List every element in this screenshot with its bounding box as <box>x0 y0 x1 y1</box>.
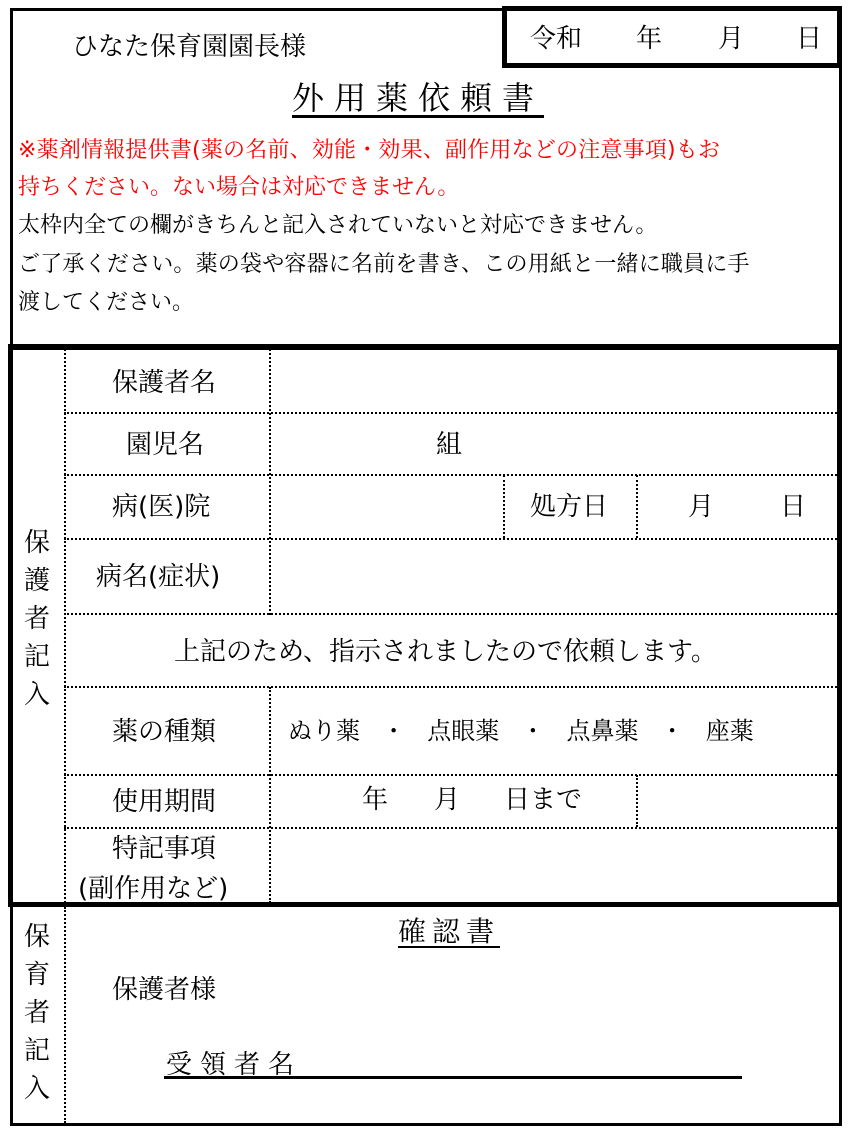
row-line-1 <box>64 412 837 414</box>
disease-label: 病名(症状) <box>96 562 221 592</box>
row-line-4 <box>64 613 837 615</box>
guardian-side-label: 保 護 者 記 入 <box>23 528 50 710</box>
notice-line-3: 太枠内全ての欄がきちんと記入されていないと対応できません。 <box>18 213 658 238</box>
side-column-divider <box>64 349 66 903</box>
label-column-divider <box>269 349 271 615</box>
row-line-2 <box>64 474 837 476</box>
prescription-day[interactable]: 日 <box>780 492 807 522</box>
usage-month[interactable]: 月 <box>434 785 461 815</box>
notes-field[interactable] <box>272 830 836 902</box>
child-name-label: 園児名 <box>126 430 205 460</box>
hospital-field[interactable] <box>272 478 501 536</box>
confirmation-side-label: 保 育 者 記 入 <box>23 922 50 1104</box>
usage-until[interactable]: 日まで <box>504 785 583 815</box>
row-line-6 <box>64 774 837 776</box>
notice-line-5: 渡してください。 <box>18 290 195 315</box>
date-day[interactable]: 日 <box>796 24 823 54</box>
label-column-divider-2 <box>269 687 271 903</box>
usage-year[interactable]: 年 <box>362 785 389 815</box>
notice-line-4: ご了承ください。薬の袋や容器に名前を書き、この用紙と一緒に職員に手 <box>18 252 750 277</box>
confirmation-title: 確認書 <box>398 915 501 948</box>
usage-divider <box>636 775 638 827</box>
notes-label-line-2: (副作用など) <box>78 874 229 904</box>
medicine-type-options[interactable]: ぬり薬 ・ 点眼薬 ・ 点鼻薬 ・ 座薬 <box>288 717 754 745</box>
guardian-name-field[interactable] <box>272 352 836 410</box>
medicine-type-label: 薬の種類 <box>112 717 217 747</box>
request-statement: 上記のため、指示されましたので依頼します。 <box>174 637 717 667</box>
usage-period-label: 使用期間 <box>112 787 217 817</box>
date-year[interactable]: 年 <box>636 24 663 54</box>
prescription-date-label: 処方日 <box>530 492 609 522</box>
row-line-7 <box>64 827 837 829</box>
row-line-3 <box>64 538 837 540</box>
document-title: 外用薬依頼書 <box>292 79 545 117</box>
row-line-5 <box>64 686 837 688</box>
guardian-name-label: 保護者名 <box>112 368 217 398</box>
disease-field[interactable] <box>272 541 836 611</box>
date-month[interactable]: 月 <box>718 24 745 54</box>
hospital-label: 病(医)院 <box>112 492 211 522</box>
confirmation-side-divider <box>64 907 66 1123</box>
prescription-divider <box>636 475 638 538</box>
addressee: ひなた保育園園長様 <box>72 32 307 62</box>
notice-red-line-1: ※薬剤情報提供書(薬の名前、効能・効果、副作用などの注意事項)もお <box>18 138 721 163</box>
child-name-field[interactable] <box>272 416 836 472</box>
prescription-month[interactable]: 月 <box>688 492 715 522</box>
date-era: 令和 <box>530 24 583 54</box>
class-suffix: 組 <box>436 430 463 460</box>
confirmation-addressee: 保護者様 <box>112 975 217 1005</box>
receiver-signature-line[interactable] <box>164 1076 742 1079</box>
hospital-divider <box>503 475 505 538</box>
notes-label-line-1: 特記事項 <box>112 834 217 864</box>
receiver-label: 受領者名 <box>166 1050 303 1080</box>
notice-red-line-2: 持ちください。ない場合は対応できません。 <box>18 175 460 200</box>
